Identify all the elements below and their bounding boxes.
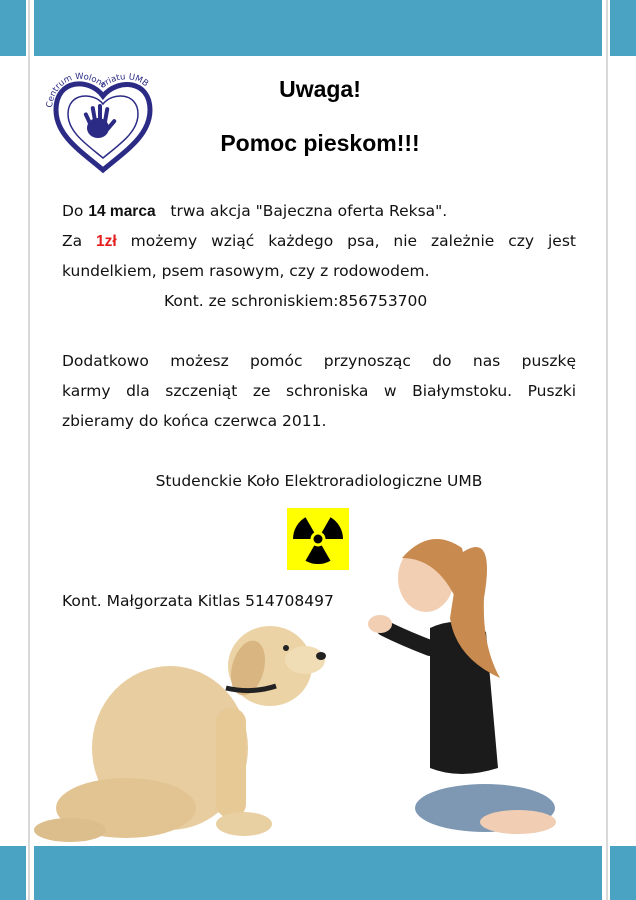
bottom-blue-bar (34, 846, 602, 900)
radiation-icon (287, 508, 349, 570)
bottom-left-blue-block (0, 846, 26, 900)
page-subtitle: Pomoc pieskom!!! (220, 130, 420, 156)
bottom-right-blue-block (610, 846, 636, 900)
logo-arc-text: Centrum Wolontariatu UMB (44, 71, 151, 109)
donation-line-2: karmy dla szczeniąt ze schroniska w Białymstoku. Puszki (62, 382, 576, 400)
campaign-line (62, 200, 576, 223)
girl-illustration (368, 539, 556, 834)
price-line-pre: Za (62, 232, 97, 250)
contact-person: Kont. Małgorzata Kitlas 514708497 (62, 592, 334, 610)
donation-line-1: Dodatkowo możesz pomóc przynosząc do nas puszkę (62, 352, 576, 370)
top-right-blue-block (610, 0, 636, 56)
top-left-blue-block (0, 0, 26, 56)
campaign-line-post: trwa akcja "Bajeczna oferta Reksa". (170, 202, 448, 220)
shelter-contact: Kont. ze schroniskiem:856753700 (164, 292, 428, 310)
campaign-date: 14 marca (88, 203, 156, 220)
price-line-post: możemy wziąć każdego psa, nie zależnie czy jest (130, 232, 576, 250)
page-title: Uwaga! (279, 76, 361, 102)
donation-line-3: zbieramy do końca czerwca 2011. (62, 412, 327, 430)
campaign-line-pre: Do (62, 202, 89, 220)
heart-hand-logo (42, 66, 164, 176)
price-line (62, 230, 576, 253)
top-blue-bar (34, 0, 602, 56)
breed-line: kundelkiem, psem rasowym, czy z rodowodem. (62, 262, 430, 280)
organizer-name: Studenckie Koło Elektroradiologiczne UMB (155, 472, 483, 490)
price-value: 1zł (96, 233, 117, 250)
dog-illustration (34, 626, 326, 842)
